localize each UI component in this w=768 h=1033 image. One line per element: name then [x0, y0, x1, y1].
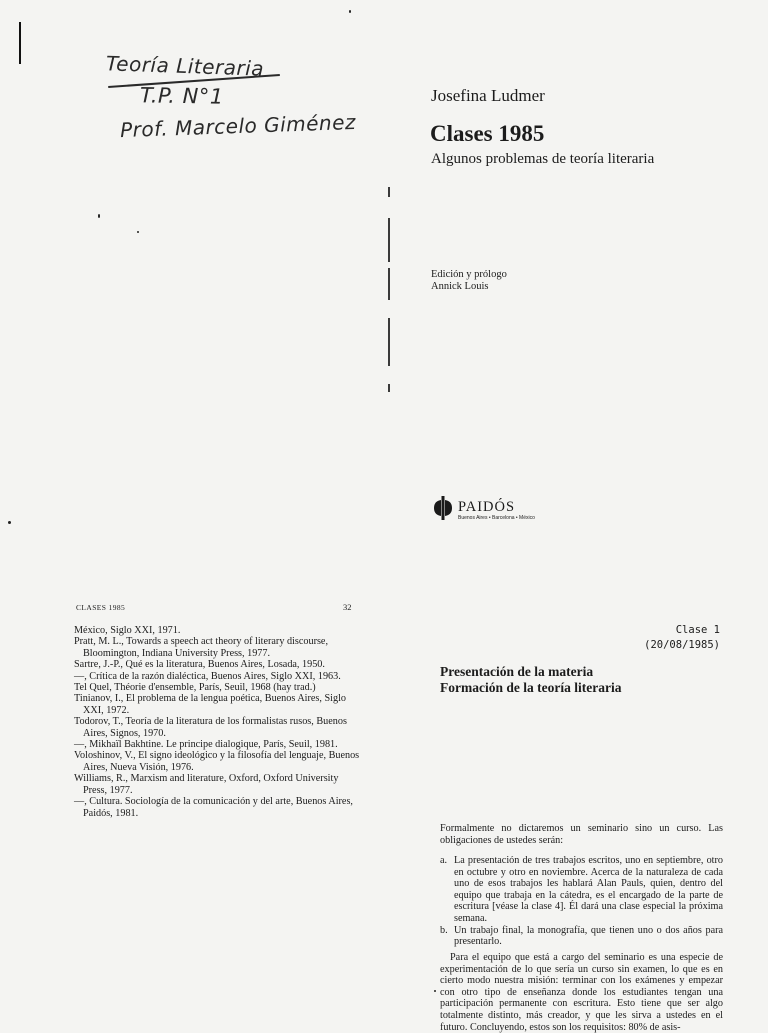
- margin-mark: [19, 22, 21, 64]
- publisher-name: PAIDÓS: [458, 499, 516, 515]
- publisher-cities: Buenos Aires • Barcelona • México: [458, 515, 535, 521]
- speck: [434, 990, 436, 992]
- edition-label: Edición y prólogo: [431, 269, 507, 280]
- list-item: [440, 925, 723, 948]
- heading-formation: Formación de la teoría literaria: [440, 680, 622, 695]
- bibliography-entry: Voloshinov, V., El signo ideológico y la filosofía del lenguaje, Buenos Aires, Nueva Visión, 1976.: [74, 750, 360, 773]
- page-number: 32: [343, 602, 352, 612]
- bibliography-entry: Tinianov, I., El problema de la lengua poética, Buenos Aires, Siglo XXI, 1972.: [74, 693, 346, 716]
- handwritten-line-2: T.P. N°1: [139, 83, 224, 109]
- page-fold: [388, 318, 390, 366]
- book-title: Clases 1985: [430, 121, 545, 146]
- speck: [137, 231, 139, 233]
- bibliography-entry: —, Crítica de la razón dialéctica, Buenos Aires, Siglo XXI, 1963.: [74, 670, 341, 682]
- list-marker: b.: [440, 924, 448, 936]
- list-item: [440, 855, 723, 925]
- class-label: Clase 1: [675, 624, 720, 636]
- bibliography-entry: —, Mikhaïl Bakhtine. Le principe dialogique, París, Seuil, 1981.: [74, 739, 338, 751]
- bibliography-entry: Pratt, M. L., Towards a speech act theory of literary discourse, Bloomington, Indiana University Press, 1977.: [74, 636, 328, 659]
- bibliography-entry: Tel Quel, Théorie d'ensemble, París, Seuil, 1968 (hay trad.): [74, 682, 316, 694]
- requirements-list: [440, 855, 723, 948]
- speck: [8, 521, 11, 524]
- page-fold: [388, 384, 390, 392]
- list-item-text: Un trabajo final, la monografía, que tienen uno o dos años para presentarlo.: [454, 924, 723, 948]
- page-fold: [388, 218, 390, 262]
- handwritten-line-1: Teoría Literaria: [105, 51, 265, 81]
- bibliography-entry: Sartre, J.-P., Qué es la literatura, Buenos Aires, Losada, 1950.: [74, 659, 325, 671]
- body-paragraph: Para el equipo que está a cargo del seminario es una especie de experimentación de lo que sería un curso sin examen, lo que es en cierto modo nuestra misión: terminar con los exámenes y empezar con otro tipo de enseñanza donde los estudiantes tengan una participación permanente con escritura. Esto tiene que ser algo totalmente distinto, más creador, y que les sirva a ustedes en el futuro. Concluyendo, estos son los requisitos: 80% de asis-: [440, 952, 723, 1033]
- bibliography-entry: México, Siglo XXI, 1971.: [74, 625, 181, 636]
- handwritten-line-3: Prof. Marcelo Giménez: [119, 109, 357, 143]
- intro-paragraph: Formalmente no dictaremos un seminario sino un curso. Las obligaciones de ustedes serán:: [440, 823, 723, 846]
- bibliography-entry: —, Cultura. Sociología de la comunicación y del arte, Buenos Aires, Paidós, 1981.: [74, 796, 353, 819]
- paidos-logo-icon: [434, 496, 452, 520]
- page-fold: [388, 268, 390, 300]
- editor-name: Annick Louis: [431, 281, 489, 292]
- class-date: (20/08/1985): [644, 639, 720, 651]
- running-head: CLASES 1985: [76, 603, 126, 612]
- heading-presentation: Presentación de la materia: [440, 664, 594, 679]
- speck: [349, 10, 351, 13]
- author-name: Josefina Ludmer: [431, 86, 545, 105]
- book-subtitle: Algunos problemas de teoría literaria: [431, 151, 655, 167]
- speck: [98, 214, 100, 218]
- bibliography-entry: Todorov, T., Teoría de la literatura de los formalistas rusos, Buenos Aires, Signos, 1970.: [74, 716, 347, 739]
- bibliography-list: [74, 625, 364, 819]
- bibliography-entry: Williams, R., Marxism and literature, Oxford, Oxford University Press, 1977.: [74, 773, 339, 796]
- page-fold: [388, 187, 390, 197]
- list-marker: a.: [440, 855, 448, 866]
- list-item-text: La presentación de tres trabajos escritos, uno en septiembre, otro en octubre y otro en noviembre. Acerca de la naturaleza de cada uno de esos trabajos les hablará Alan Pauls, quien, dentro del equipo que trabaja en la cátedra, es el encargado de la parte de escritura [véase la clase 4]. Él dará una clase especial la próxima semana.: [454, 855, 723, 924]
